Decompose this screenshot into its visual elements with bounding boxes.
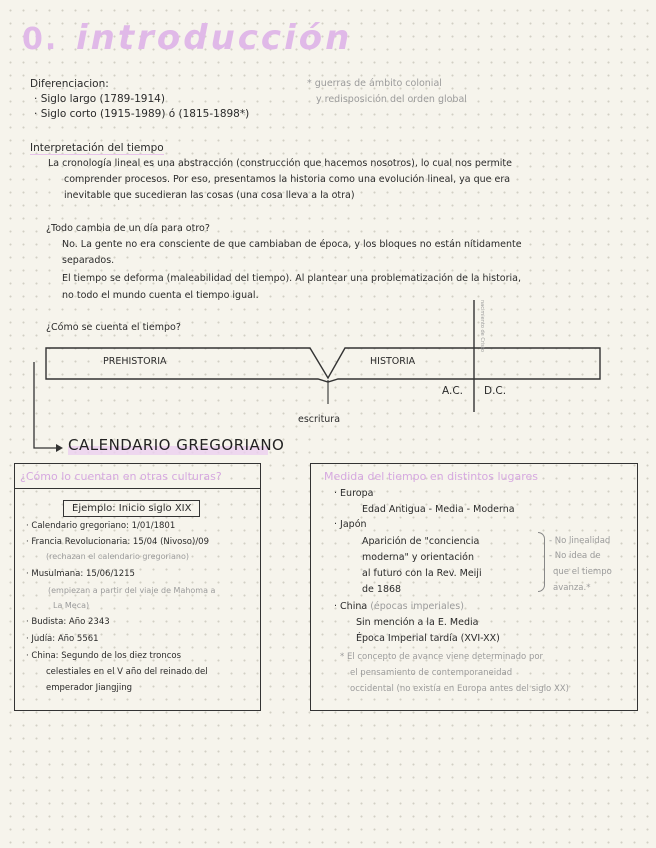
- medida-side-note-1: - No linealidad: [549, 536, 611, 546]
- cultura-item-3-note: (empiezan a partir del viaje de Mahoma a: [48, 586, 216, 595]
- cultura-item-6-extra-1: celestiales en el V año del reinado del: [46, 667, 208, 677]
- cultura-item-6-extra-2: emperador Jiangjing: [46, 683, 132, 693]
- cambio-line-4: no todo el mundo cuenta el tiempo igual.: [62, 290, 259, 301]
- cultura-item-2: · Francia Revolucionaria: 15/04 (Nivoso)/09: [26, 537, 209, 547]
- cambio-question: ¿Todo cambia de un día para otro?: [46, 223, 210, 234]
- medida-brace: [538, 532, 545, 592]
- cambio-line-2: separados.: [62, 255, 115, 266]
- cultura-item-5-text: Judía: Año 5561: [31, 634, 99, 644]
- culturas-divider: [14, 488, 261, 489]
- cultura-item-4: · Budista: Año 2343: [26, 617, 110, 627]
- cambio-line-1: No. La gente no era consciente de que cambiaban de época, y los bloques no están nítidamente: [62, 239, 522, 250]
- timeline-escritura: escritura: [298, 414, 341, 425]
- cultura-item-5: · Judía: Año 5561: [26, 634, 99, 644]
- medida-china-paren: (épocas imperiales): [370, 601, 464, 612]
- medida-japon-line-1: Aparición de "conciencia: [362, 536, 480, 547]
- diferenciacion-note-2: y redisposición del orden global: [316, 94, 467, 105]
- medida-japon: · Japón: [334, 519, 367, 530]
- timeline-ac: A.C.: [442, 385, 464, 397]
- cultura-item-6-text: China: Segundo de los diez troncos: [31, 651, 182, 661]
- medida-footnote-2: el pensamiento de contemporaneidad: [350, 668, 513, 678]
- cultura-item-4-text: Budista: Año 2343: [31, 617, 110, 627]
- medida-china-label: China: [340, 601, 368, 612]
- medida-japon-line-4: de 1868: [362, 584, 402, 595]
- timeline-question: ¿Cómo se cuenta el tiempo?: [46, 322, 181, 333]
- timeline-dc: D.C.: [484, 385, 507, 397]
- diferenciacion-note-1: * guerras de ámbito colonial: [307, 78, 442, 89]
- timeline-historia: HISTORIA: [370, 356, 416, 367]
- diferenciacion-item-1: · Siglo largo (1789-1914): [34, 93, 165, 105]
- diferenciacion-item-1-text: Siglo largo (1789-1914): [40, 93, 165, 105]
- medida-china: · China (épocas imperiales): [334, 601, 464, 612]
- cultura-item-1-text: Calendario gregoriano: 1/01/1801: [31, 521, 176, 531]
- cultura-item-3-text: Musulmana: 15/06/1215: [31, 569, 135, 579]
- diferenciacion-item-2-text: Siglo corto (1915-1989) ó (1815-1898*): [40, 108, 250, 120]
- medida-japon-line-2: moderna" y orientación: [362, 552, 475, 563]
- timeline-prehistoria: PREHISTORIA: [103, 356, 167, 367]
- medida-europa-line: Edad Antigua - Media - Moderna: [362, 504, 515, 515]
- culturas-ejemplo: Ejemplo: Inicio siglo XIX: [63, 500, 200, 517]
- title-number: 0.: [22, 22, 59, 57]
- medida-japon-line-3: al futuro con la Rev. Meiji: [362, 568, 482, 579]
- medida-china-line-1: Sin mención a la E. Media: [356, 617, 479, 628]
- cultura-item-6: · China: Segundo de los diez troncos: [26, 651, 182, 661]
- cultura-item-3-note2: La Meca): [53, 601, 90, 610]
- interpretacion-heading-text: Interpretación del tiempo: [30, 142, 164, 154]
- medida-footnote-1: * El concepto de avance viene determinado por: [340, 652, 544, 662]
- medida-side-note-2: - No idea de: [549, 551, 601, 561]
- interpretacion-line-3: inevitable que sucedieran las cosas (una cosa lleva a la otra): [64, 190, 355, 201]
- medida-japon-label: Japón: [340, 519, 367, 530]
- cultura-item-1: · Calendario gregoriano: 1/01/1801: [26, 521, 176, 531]
- cultura-item-3: · Musulmana: 15/06/1215: [26, 569, 135, 579]
- medida-europa-label: Europa: [340, 488, 374, 499]
- calendario-title: CALENDARIO GREGORIANO: [68, 436, 285, 454]
- medida-side-note-4: avanza.*: [553, 583, 591, 593]
- medida-title: Medida del tiempo en distintos lugares: [324, 470, 539, 483]
- medida-europa: · Europa: [334, 488, 374, 499]
- diferenciacion-heading: Diferenciacion:: [30, 78, 109, 90]
- medida-side-note-3: que el tiempo: [553, 567, 612, 577]
- medida-china-line-2: Época Imperial tardía (XVI-XX): [356, 633, 500, 644]
- cultura-item-2-text: Francia Revolucionaria: 15/04 (Nivoso)/09: [31, 537, 209, 547]
- medida-footnote-3: occidental (no existía en Europa antes del siglo XX): [350, 684, 569, 694]
- page-title: introducción: [76, 18, 353, 58]
- cambio-line-3: El tiempo se deforma (maleabilidad del tiempo). Al plantear una problematización de la historia,: [62, 273, 521, 284]
- culturas-title: ¿Cómo lo cuentan en otras culturas?: [20, 470, 222, 483]
- cultura-item-2-note: (rechazan el calendario gregoriano): [46, 552, 189, 561]
- diferenciacion-item-2: · Siglo corto (1915-1989) ó (1815-1898*): [34, 108, 250, 120]
- timeline-nacimiento: nacimiento de Cristo: [479, 300, 485, 352]
- interpretacion-line-2: comprender procesos. Por eso, presentamos la historia como una evolución lineal, ya que era: [64, 174, 511, 185]
- interpretacion-line-1: La cronología lineal es una abstracción (construcción que hacemos nosotros), lo cual nos permite: [48, 158, 512, 169]
